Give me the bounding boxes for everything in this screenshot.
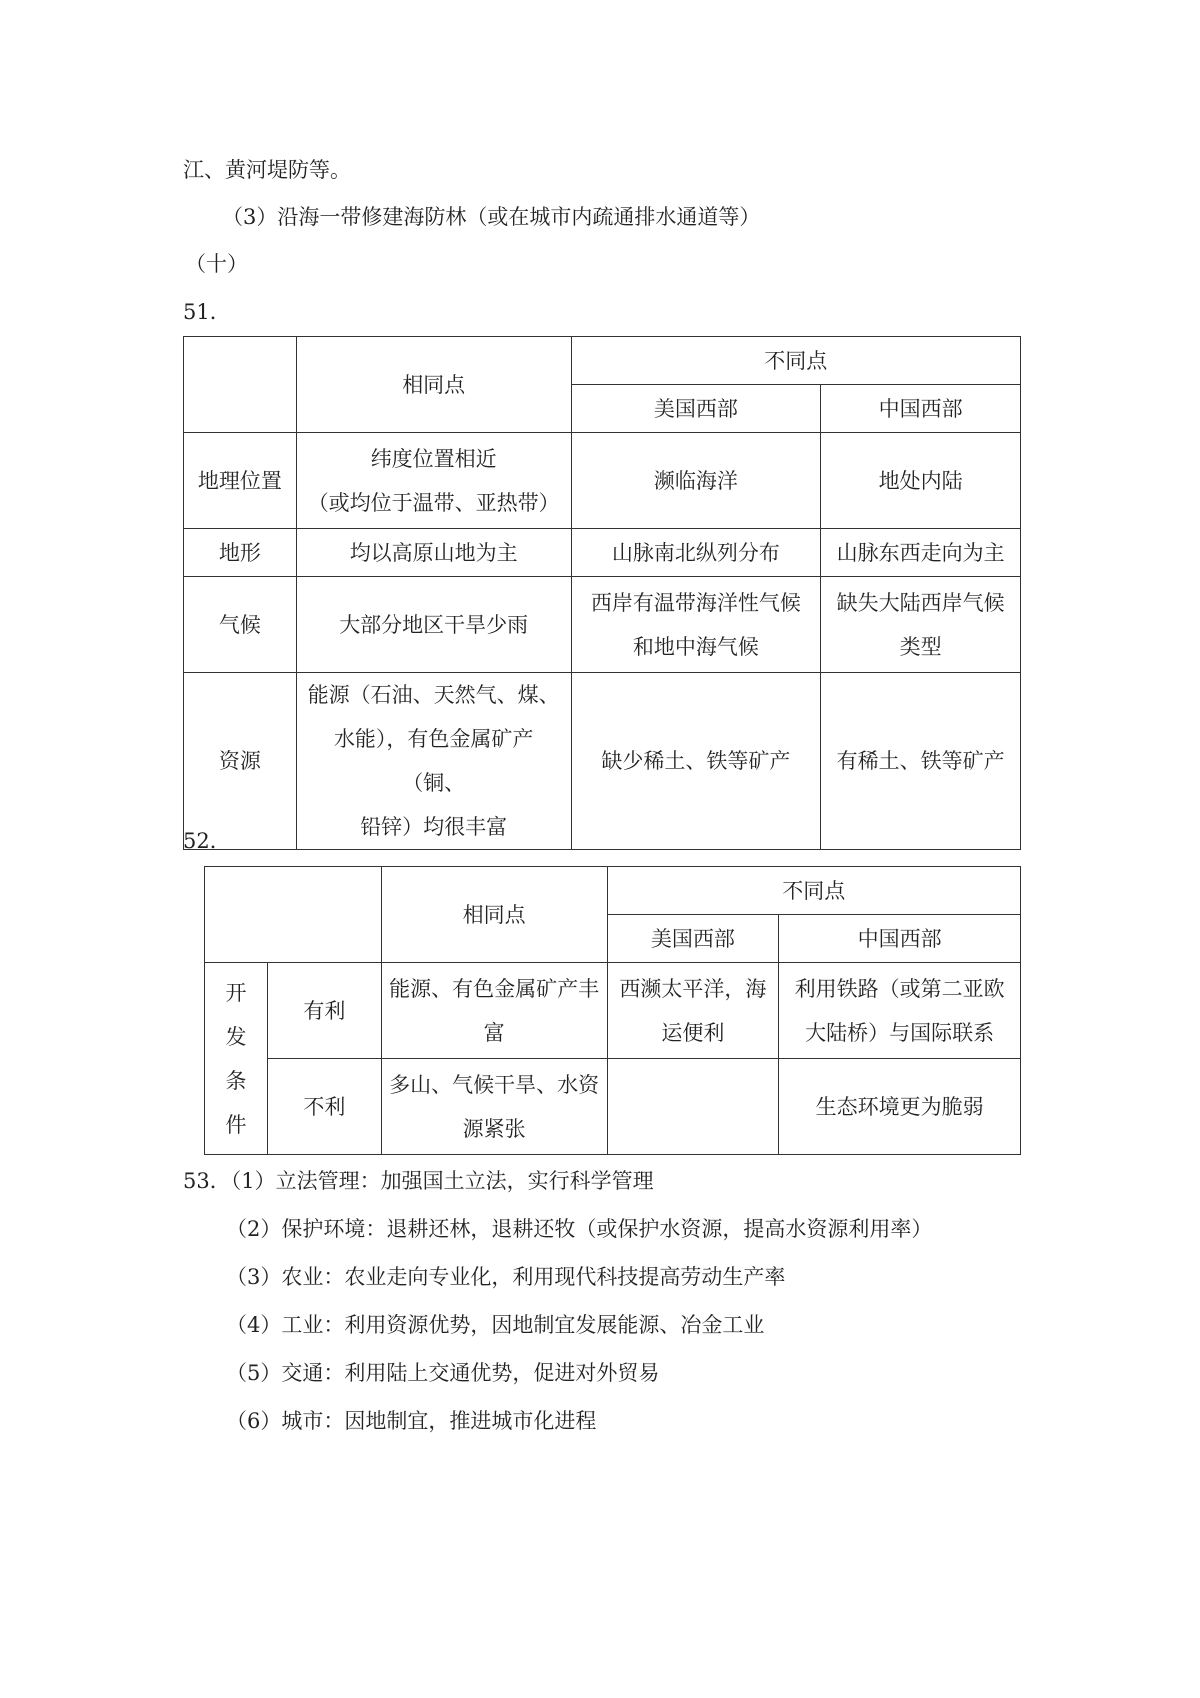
cell-line: 运便利 bbox=[661, 1020, 725, 1045]
cell-line: 富 bbox=[483, 1020, 505, 1045]
cell-line: （或均位于温带、亚热带） bbox=[307, 490, 560, 515]
t52-cell-same bbox=[381, 1059, 607, 1155]
t51-cell-cn: 有稀土、铁等矿产 bbox=[821, 673, 1021, 850]
t51-cell-us: 缺少稀土、铁等矿产 bbox=[571, 673, 821, 850]
cell-line: 铅锌）均很丰富 bbox=[360, 815, 508, 839]
cell-line: 源紧张 bbox=[462, 1116, 526, 1141]
cell-line: 和地中海气候 bbox=[632, 634, 759, 659]
t51-cell-same: 大部分地区干旱少雨 bbox=[296, 577, 571, 673]
t51-row-label: 地理位置 bbox=[184, 433, 297, 529]
t52-header-same: 相同点 bbox=[381, 867, 607, 963]
intro-line-2: （3）沿海一带修建海防林（或在城市内疏通排水通道等） bbox=[222, 205, 761, 229]
answer-53-line-1: 53．（1）立法管理：加强国土立法，实行科学管理 bbox=[183, 1169, 654, 1193]
t51-row-label: 资源 bbox=[184, 673, 297, 850]
t52-cell-cn bbox=[779, 963, 1021, 1059]
t52-cell-same bbox=[381, 963, 607, 1059]
answer-53-line-6: （6）城市：因地制宜，推进城市化进程 bbox=[226, 1409, 597, 1433]
table-51-corner-cell bbox=[184, 337, 297, 433]
group-char: 开 bbox=[225, 980, 247, 1005]
answer-53-line-3: （3）农业：农业走向专业化，利用现代科技提高劳动生产率 bbox=[226, 1265, 786, 1289]
cell-line: 纬度位置相近 bbox=[370, 446, 497, 471]
cell-line: 多山、气候干旱、水资 bbox=[389, 1072, 600, 1097]
t51-header-cn: 中国西部 bbox=[821, 385, 1021, 433]
table-51 bbox=[183, 336, 1021, 850]
t51-header-us: 美国西部 bbox=[571, 385, 821, 433]
cell-line: 西岸有温带海洋性气候 bbox=[590, 590, 801, 615]
section-heading: （十） bbox=[185, 252, 248, 276]
t52-cell-us bbox=[607, 1059, 779, 1155]
cell-line: 利用铁路（或第二亚欧 bbox=[794, 976, 1005, 1001]
table-row bbox=[184, 673, 1021, 850]
group-char: 发 bbox=[225, 1024, 247, 1049]
t51-cell-same: 均以高原山地为主 bbox=[296, 529, 571, 577]
table-row bbox=[184, 529, 1021, 577]
t51-cell-same bbox=[296, 673, 571, 850]
intro-line-1: 江、黄河堤防等。 bbox=[183, 158, 351, 182]
t51-row-label: 地形 bbox=[184, 529, 297, 577]
cell-line: 能源、有色金属矿产丰 bbox=[389, 976, 600, 1001]
cell-line: 水能），有色金属矿产（铜、 bbox=[333, 727, 534, 795]
table-52-corner-cell bbox=[205, 867, 382, 963]
t52-header-diff: 不同点 bbox=[607, 867, 1021, 915]
t52-group-label bbox=[205, 963, 268, 1155]
question-52-label: 52． bbox=[183, 829, 231, 853]
answer-53-line-2: （2）保护环境：退耕还林，退耕还牧（或保护水资源，提高水资源利用率） bbox=[226, 1217, 933, 1241]
t51-cell-us: 山脉南北纵列分布 bbox=[571, 529, 821, 577]
table-row bbox=[184, 577, 1021, 673]
t51-row-label: 气候 bbox=[184, 577, 297, 673]
group-char: 条 bbox=[225, 1068, 247, 1093]
t52-header-us: 美国西部 bbox=[607, 915, 779, 963]
table-52 bbox=[204, 866, 1021, 1155]
t51-header-same: 相同点 bbox=[296, 337, 571, 433]
question-51-label: 51． bbox=[183, 300, 231, 324]
t51-cell-same bbox=[296, 433, 571, 529]
table-row bbox=[184, 433, 1021, 529]
table-row bbox=[205, 963, 1021, 1059]
answer-53-line-5: （5）交通：利用陆上交通优势，促进对外贸易 bbox=[226, 1361, 660, 1385]
t51-cell-us bbox=[571, 577, 821, 673]
t52-cell-us bbox=[607, 963, 779, 1059]
table-row bbox=[205, 1059, 1021, 1155]
t51-cell-cn: 山脉东西走向为主 bbox=[821, 529, 1021, 577]
answer-53-line-4: （4）工业：利用资源优势，因地制宜发展能源、冶金工业 bbox=[226, 1313, 765, 1337]
t52-row-unfavorable: 不利 bbox=[267, 1059, 381, 1155]
t52-cell-cn: 生态环境更为脆弱 bbox=[779, 1059, 1021, 1155]
t51-cell-us: 濒临海洋 bbox=[571, 433, 821, 529]
cell-line: 能源（石油、天然气、煤、 bbox=[307, 683, 560, 707]
cell-line: 大陆桥）与国际联系 bbox=[805, 1020, 995, 1045]
t51-header-diff: 不同点 bbox=[571, 337, 1020, 385]
cell-line: 类型 bbox=[899, 634, 942, 659]
cell-line: 缺失大陆西岸气候 bbox=[836, 590, 1005, 615]
t51-cell-cn bbox=[821, 577, 1021, 673]
t51-cell-cn: 地处内陆 bbox=[821, 433, 1021, 529]
group-char: 件 bbox=[225, 1112, 247, 1137]
t52-header-cn: 中国西部 bbox=[779, 915, 1021, 963]
cell-line: 西濒太平洋，海 bbox=[619, 976, 767, 1001]
t52-row-favorable: 有利 bbox=[267, 963, 381, 1059]
